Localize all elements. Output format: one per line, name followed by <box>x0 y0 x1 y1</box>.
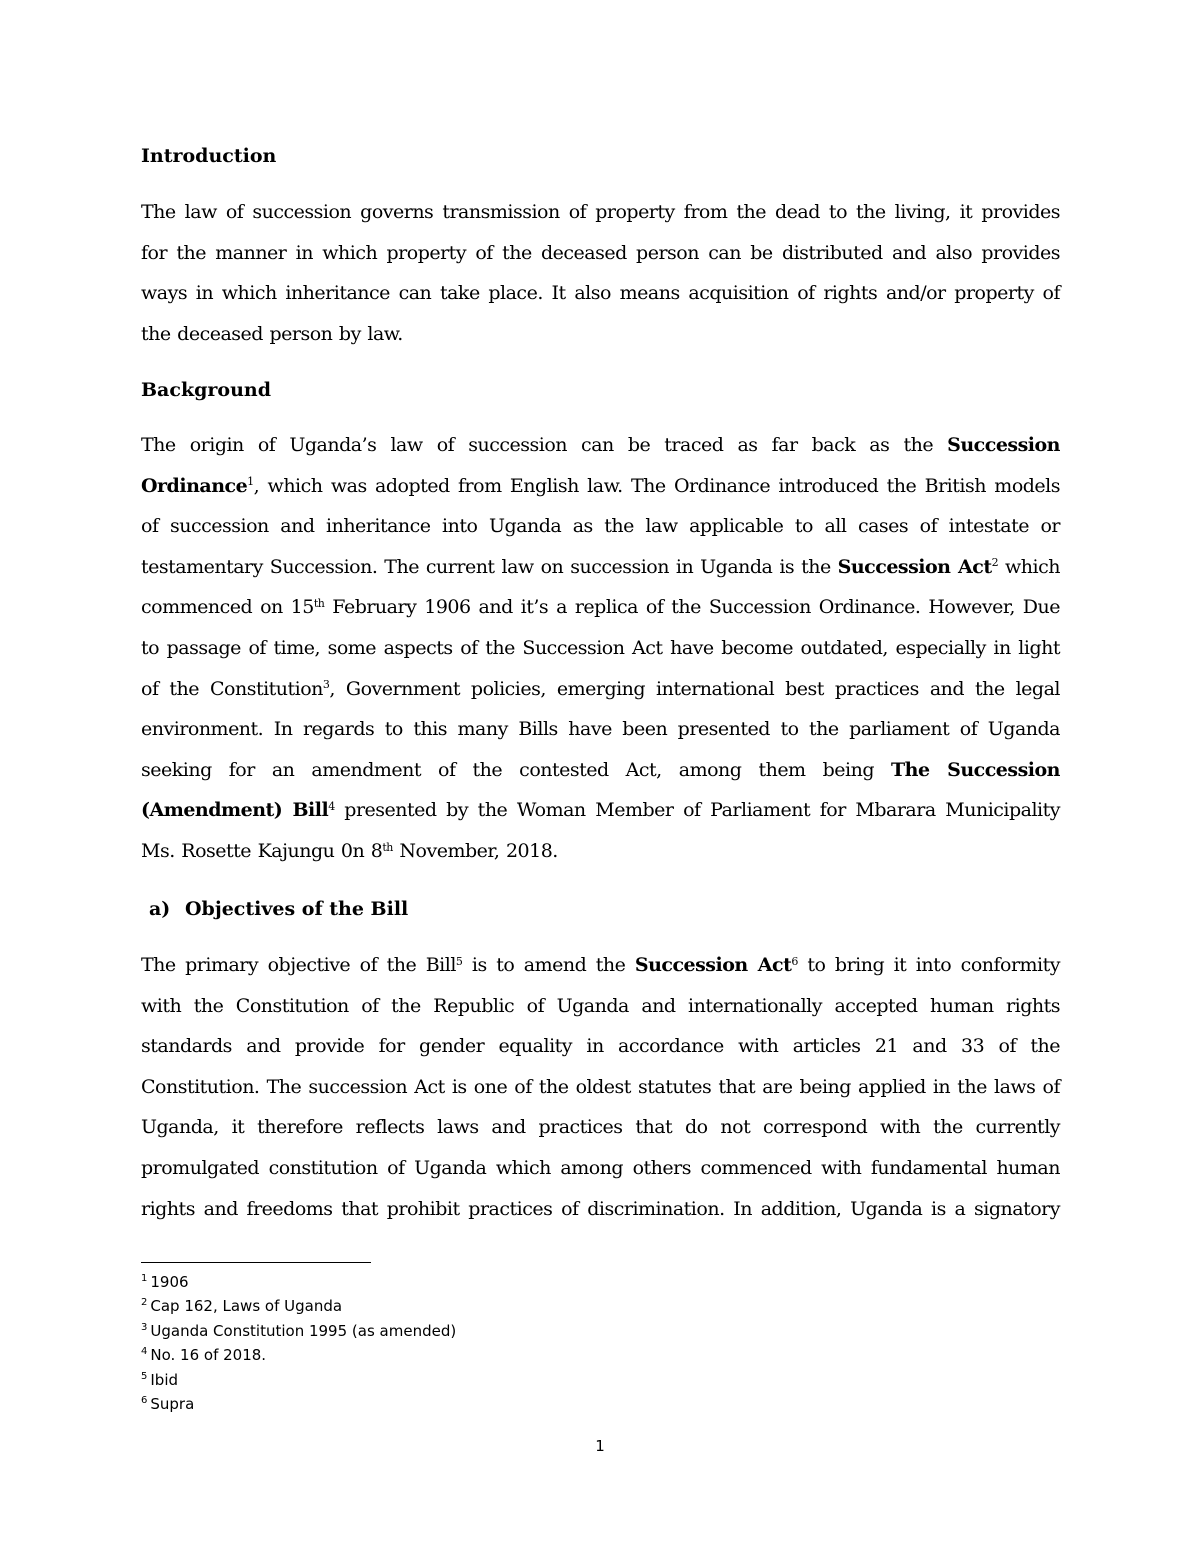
footnote-text: No. 16 of 2018. <box>150 1346 267 1365</box>
paragraph-line <box>141 587 1060 628</box>
paragraph-line <box>141 669 1060 710</box>
footnote-text: Supra <box>150 1395 195 1414</box>
footnote-reference[interactable]: 4 <box>328 800 335 814</box>
paragraph-line: rights and freedoms that prohibit practices of discrimination. In addition, Uganda is a signatory <box>141 1197 1060 1220</box>
bold-term: Ordinance <box>141 474 248 497</box>
paragraph-line: of succession and inheritance into Uganda as the law applicable to all cases of intestate or <box>141 515 1060 538</box>
text-run: November, 2018. <box>392 839 558 862</box>
text-run: presented by the Woman Member of Parliament for Mbarara Municipality <box>334 799 1060 822</box>
footnote-text: Uganda Constitution 1995 (as amended) <box>150 1321 457 1340</box>
footnote-reference[interactable]: 5 <box>455 954 463 968</box>
text-run: , which was adopted from English law. The Ordinance introduced the British models <box>253 474 1060 497</box>
footnote-item <box>141 1294 741 1318</box>
text-run: to bring it into conformity <box>797 954 1061 976</box>
background-paragraph <box>141 425 1060 872</box>
footnote-separator <box>141 1262 371 1263</box>
introduction-heading: Introduction <box>141 145 277 167</box>
introduction-paragraph <box>141 192 1060 354</box>
paragraph-line <box>141 466 1060 507</box>
list-marker: a) <box>149 898 171 920</box>
text-run: Ms. Rosette Kajungu 0n 8 <box>141 839 383 862</box>
ordinal-suffix: th <box>382 840 393 854</box>
bold-term: Succession <box>947 434 1060 456</box>
paragraph-line: the deceased person by law. <box>141 322 403 345</box>
paragraph-line <box>141 945 1060 986</box>
footnote-item <box>141 1319 741 1343</box>
footnote-number: 1 <box>141 1273 148 1284</box>
footnote-item <box>141 1392 741 1416</box>
paragraph-line: to passage of time, some aspects of the Succession Act have become outdated, especially in light <box>141 636 1060 659</box>
footnote-reference[interactable]: 3 <box>322 678 330 692</box>
text-run: which <box>998 555 1060 578</box>
text-run: , Government policies, emerging international best practices and the legal <box>329 677 1060 700</box>
footnote-reference[interactable]: 2 <box>991 556 999 570</box>
paragraph-line <box>141 790 1060 831</box>
paragraph-line: Uganda, it therefore reflects laws and practices that do not correspond with the currently <box>141 1116 1060 1139</box>
footnotes <box>141 1270 741 1416</box>
paragraph-line: with the Constitution of the Republic of Uganda and internationally accepted human rights <box>141 994 1060 1017</box>
paragraph-line: Constitution. The succession Act is one of the oldest statutes that are being applied in the laws of <box>141 1075 1060 1098</box>
text-run: commenced on 15 <box>141 596 314 619</box>
text-run: seeking for an amendment of the contested Act, among them being <box>141 758 891 781</box>
paragraph-line <box>141 425 1060 466</box>
text-run: of the Constitution <box>141 677 323 700</box>
footnote-reference[interactable]: 6 <box>791 954 798 968</box>
footnote-number: 3 <box>141 1321 148 1333</box>
paragraph-line <box>141 831 1060 872</box>
bold-term: The Succession <box>891 758 1060 781</box>
footnote-item <box>141 1368 741 1392</box>
footnote-text: 1906 <box>150 1273 189 1291</box>
paragraph-line: ways in which inheritance can take place. It also means acquisition of rights and/or property of <box>141 282 1060 305</box>
footnote-number: 5 <box>141 1370 148 1382</box>
objectives-paragraph <box>141 945 1060 1229</box>
paragraph-line <box>141 547 1060 588</box>
text-run: is to amend the <box>462 954 635 976</box>
footnote-number: 6 <box>141 1395 148 1407</box>
text-run: The origin of Uganda’s law of succession can be traced as far back as the <box>141 434 948 456</box>
paragraph-line: The law of succession governs transmission of property from the dead to the living, it provides <box>141 201 1060 223</box>
footnote-reference[interactable]: 1 <box>247 475 254 489</box>
footnote-number: 2 <box>141 1297 148 1309</box>
page-number: 1 <box>595 1437 605 1455</box>
bold-term: (Amendment) Bill <box>141 799 329 822</box>
paragraph-line: for the manner in which property of the deceased person can be distributed and also provides <box>141 241 1060 264</box>
text-run: The primary objective of the Bill <box>141 954 456 976</box>
text-run: testamentary Succession. The current law on succession in Uganda is the <box>141 555 838 578</box>
paragraph-line: promulgated constitution of Uganda which among others commenced with fundamental human <box>141 1156 1060 1179</box>
ordinal-suffix: th <box>313 597 325 611</box>
paragraph-line <box>141 750 1060 791</box>
footnote-number: 4 <box>141 1346 148 1358</box>
objectives-heading <box>149 900 1068 919</box>
footnote-item <box>141 1270 741 1294</box>
text-run: February 1906 and it’s a replica of the Succession Ordinance. However, Due <box>324 596 1061 619</box>
footnote-item <box>141 1343 741 1367</box>
bold-term: Succession Act <box>837 555 992 578</box>
paragraph-line: standards and provide for gender equality in accordance with articles 21 and 33 of the <box>141 1035 1060 1058</box>
background-heading: Background <box>141 379 271 401</box>
objectives-heading-text: Objectives of the Bill <box>185 898 409 920</box>
footnote-text: Ibid <box>150 1370 179 1389</box>
footnote-text: Cap 162, Laws of Uganda <box>150 1297 343 1316</box>
bold-term: Succession Act <box>634 954 792 976</box>
paragraph-line: environment. In regards to this many Bills have been presented to the parliament of Uganda <box>141 718 1060 741</box>
